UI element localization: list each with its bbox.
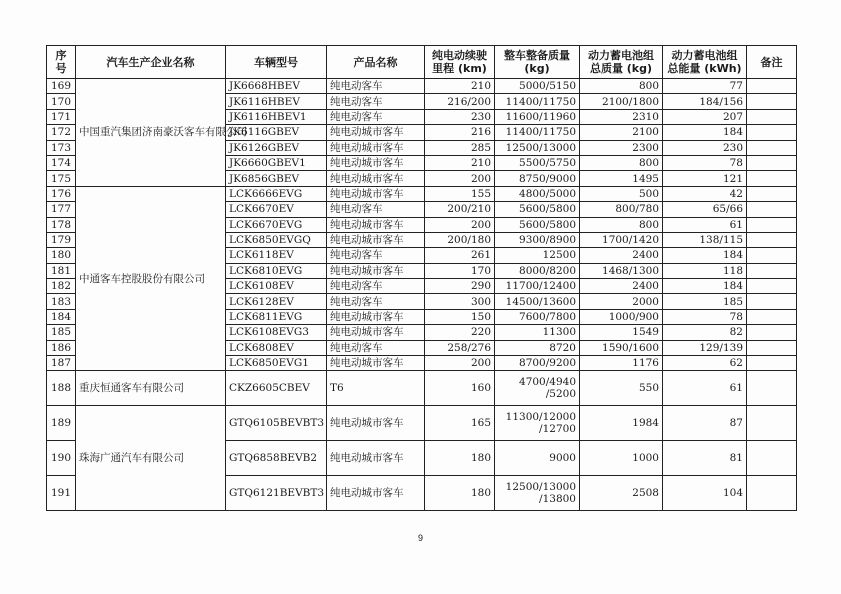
model-cell: LCK6850EVG1 — [226, 356, 327, 371]
seq-cell: 172 — [47, 125, 76, 140]
range-cell: 216/200 — [425, 94, 495, 109]
mass-cell: 8700/9200 — [495, 356, 580, 371]
mass-cell — [495, 441, 580, 476]
model-cell: GTQ6121BEVBT3 — [226, 476, 327, 511]
energy-cell: 129/139 — [663, 340, 747, 355]
energy-cell: 184 — [663, 125, 747, 140]
note-cell — [747, 309, 797, 324]
model-cell: LCK6850EVGQ — [226, 232, 327, 247]
product-cell: 纯电动客车 — [327, 94, 425, 109]
energy-cell: 207 — [663, 109, 747, 124]
model-cell: GTQ6858BEVB2 — [226, 441, 327, 476]
model-cell: LCK6118EV — [226, 248, 327, 263]
note-cell — [747, 371, 797, 406]
header-range: 纯电动续驶 里程 (km) — [425, 46, 495, 79]
mass-cell: 12500 — [495, 248, 580, 263]
product-cell: 纯电动客车 — [327, 109, 425, 124]
seq-cell: 171 — [47, 109, 76, 124]
note-cell — [747, 217, 797, 232]
seq-cell: 186 — [47, 340, 76, 355]
seq-cell: 185 — [47, 325, 76, 340]
energy-cell: 62 — [663, 356, 747, 371]
battery-mass-cell: 800 — [580, 217, 663, 232]
battery-mass-cell: 2100/1800 — [580, 94, 663, 109]
seq-cell: 183 — [47, 294, 76, 309]
seq-cell: 176 — [47, 186, 76, 201]
model-cell: LCK6811EVG — [226, 309, 327, 324]
seq-cell: 190 — [47, 441, 76, 476]
note-cell — [747, 325, 797, 340]
model-cell: LCK6108EV — [226, 279, 327, 294]
range-cell: 300 — [425, 294, 495, 309]
note-cell — [747, 356, 797, 371]
range-cell: 165 — [425, 406, 495, 441]
range-cell: 230 — [425, 109, 495, 124]
battery-mass-cell: 500 — [580, 186, 663, 201]
battery-mass-cell: 2310 — [580, 109, 663, 124]
header-company: 汽车生产企业名称 — [76, 46, 226, 79]
mass-line: 4700/4940 — [519, 376, 576, 389]
product-cell: 纯电动城市客车 — [327, 140, 425, 155]
range-cell: 200 — [425, 356, 495, 371]
energy-cell: 61 — [663, 217, 747, 232]
note-cell — [747, 79, 797, 94]
model-cell: LCK6108EVG3 — [226, 325, 327, 340]
model-cell: JK6116HBEV1 — [226, 109, 327, 124]
range-cell: 200/210 — [425, 202, 495, 217]
range-cell: 170 — [425, 263, 495, 278]
company-cell: 重庆恒通客车有限公司 — [76, 371, 226, 406]
energy-cell: 230 — [663, 140, 747, 155]
model-cell: LCK6666EVG — [226, 186, 327, 201]
model-cell: JK6116HBEV — [226, 94, 327, 109]
note-cell — [747, 125, 797, 140]
mass-cell — [495, 406, 580, 441]
energy-cell: 184/156 — [663, 94, 747, 109]
note-cell — [747, 248, 797, 263]
mass-cell: 8720 — [495, 340, 580, 355]
battery-mass-cell: 1984 — [580, 406, 663, 441]
model-cell: JK6116GBEV — [226, 125, 327, 140]
product-cell: 纯电动城市客车 — [327, 263, 425, 278]
energy-cell: 82 — [663, 325, 747, 340]
note-cell — [747, 171, 797, 186]
seq-cell: 182 — [47, 279, 76, 294]
note-cell — [747, 476, 797, 511]
range-cell: 160 — [425, 371, 495, 406]
mass-cell: 11600/11960 — [495, 109, 580, 124]
mass-cell: 11400/11750 — [495, 94, 580, 109]
product-cell: 纯电动客车 — [327, 79, 425, 94]
energy-cell: 184 — [663, 248, 747, 263]
product-cell: 纯电动城市客车 — [327, 356, 425, 371]
product-cell: 纯电动城市客车 — [327, 186, 425, 201]
table-body — [47, 79, 797, 511]
battery-mass-cell: 2400 — [580, 279, 663, 294]
mass-cell: 9300/8900 — [495, 232, 580, 247]
header-note: 备注 — [747, 46, 797, 79]
header-seq: 序 号 — [47, 46, 76, 79]
energy-cell: 42 — [663, 186, 747, 201]
product-cell: 纯电动城市客车 — [327, 325, 425, 340]
energy-cell: 78 — [663, 309, 747, 324]
battery-mass-cell: 1000 — [580, 441, 663, 476]
mass-cell: 8000/8200 — [495, 263, 580, 278]
battery-mass-cell: 800/780 — [580, 202, 663, 217]
mass-cell: 12500/13000 — [495, 140, 580, 155]
seq-cell: 181 — [47, 263, 76, 278]
model-cell: LCK6128EV — [226, 294, 327, 309]
product-cell: 纯电动城市客车 — [327, 171, 425, 186]
seq-cell: 180 — [47, 248, 76, 263]
seq-cell: 179 — [47, 232, 76, 247]
model-cell: JK6660GBEV1 — [226, 155, 327, 170]
mass-line: /12700 — [539, 423, 576, 436]
range-cell: 155 — [425, 186, 495, 201]
seq-cell: 184 — [47, 309, 76, 324]
product-cell: 纯电动城市客车 — [327, 232, 425, 247]
header-product: 产品名称 — [327, 46, 425, 79]
battery-mass-cell: 800 — [580, 155, 663, 170]
battery-mass-cell: 1549 — [580, 325, 663, 340]
mass-cell: 5000/5150 — [495, 79, 580, 94]
note-cell — [747, 140, 797, 155]
mass-cell — [495, 476, 580, 511]
note-cell — [747, 155, 797, 170]
range-cell: 258/276 — [425, 340, 495, 355]
company-cell: 中国重汽集团济南豪沃客车有限公司 — [76, 79, 226, 187]
company-cell: 珠海广通汽车有限公司 — [76, 406, 226, 511]
model-cell: CKZ6605CBEV — [226, 371, 327, 406]
mass-cell — [495, 371, 580, 406]
header-mass: 整车整备质量 (kg) — [495, 46, 580, 79]
energy-cell: 185 — [663, 294, 747, 309]
note-cell — [747, 263, 797, 278]
battery-mass-cell: 2508 — [580, 476, 663, 511]
battery-mass-cell: 1468/1300 — [580, 263, 663, 278]
battery-mass-cell: 2300 — [580, 140, 663, 155]
range-cell: 220 — [425, 325, 495, 340]
mass-cell: 8750/9000 — [495, 171, 580, 186]
product-cell: 纯电动客车 — [327, 279, 425, 294]
mass-cell: 5600/5800 — [495, 202, 580, 217]
product-cell: 纯电动客车 — [327, 340, 425, 355]
mass-cell: 14500/13600 — [495, 294, 580, 309]
mass-line: 12500/13000 — [505, 481, 576, 494]
mass-cell: 11300 — [495, 325, 580, 340]
mass-cell: 11400/11750 — [495, 125, 580, 140]
company-cell: 中通客车控股股份有限公司 — [76, 186, 226, 371]
energy-cell: 81 — [663, 441, 747, 476]
mass-line: /5200 — [545, 388, 576, 401]
header-model: 车辆型号 — [226, 46, 327, 79]
note-cell — [747, 279, 797, 294]
battery-mass-cell: 2000 — [580, 294, 663, 309]
mass-line: 11300/12000 — [505, 411, 576, 424]
seq-cell: 173 — [47, 140, 76, 155]
model-cell: LCK6670EVG — [226, 217, 327, 232]
note-cell — [747, 186, 797, 201]
table-row — [47, 79, 797, 94]
battery-mass-cell: 800 — [580, 79, 663, 94]
range-cell: 180 — [425, 441, 495, 476]
page-number: 9 — [417, 533, 423, 543]
energy-cell: 138/115 — [663, 232, 747, 247]
range-cell: 285 — [425, 140, 495, 155]
note-cell — [747, 94, 797, 109]
energy-cell: 77 — [663, 79, 747, 94]
header-battery-energy: 动力蓄电池组 总能量 (kWh) — [663, 46, 747, 79]
energy-cell: 65/66 — [663, 202, 747, 217]
energy-cell: 121 — [663, 171, 747, 186]
model-cell: LCK6810EVG — [226, 263, 327, 278]
range-cell: 210 — [425, 79, 495, 94]
mass-cell: 11700/12400 — [495, 279, 580, 294]
note-cell — [747, 109, 797, 124]
mass-cell: 7600/7800 — [495, 309, 580, 324]
battery-mass-cell: 550 — [580, 371, 663, 406]
seq-cell: 189 — [47, 406, 76, 441]
table-row — [47, 186, 797, 201]
seq-cell: 174 — [47, 155, 76, 170]
range-cell: 290 — [425, 279, 495, 294]
range-cell: 200 — [425, 217, 495, 232]
seq-cell: 170 — [47, 94, 76, 109]
mass-cell: 5500/5750 — [495, 155, 580, 170]
product-cell: 纯电动城市客车 — [327, 309, 425, 324]
product-cell: 纯电动客车 — [327, 294, 425, 309]
product-cell: T6 — [327, 371, 425, 406]
battery-mass-cell: 2400 — [580, 248, 663, 263]
product-cell: 纯电动客车 — [327, 248, 425, 263]
range-cell: 150 — [425, 309, 495, 324]
mass-cell: 5600/5800 — [495, 217, 580, 232]
range-cell: 210 — [425, 155, 495, 170]
battery-mass-cell: 1495 — [580, 171, 663, 186]
model-cell: LCK6670EV — [226, 202, 327, 217]
seq-cell: 177 — [47, 202, 76, 217]
note-cell — [747, 232, 797, 247]
product-cell: 纯电动客车 — [327, 202, 425, 217]
note-cell — [747, 406, 797, 441]
model-cell: JK6668HBEV — [226, 79, 327, 94]
battery-mass-cell: 1176 — [580, 356, 663, 371]
seq-cell: 187 — [47, 356, 76, 371]
note-cell — [747, 202, 797, 217]
table-row — [47, 406, 797, 441]
energy-cell: 184 — [663, 279, 747, 294]
seq-cell: 191 — [47, 476, 76, 511]
energy-cell: 104 — [663, 476, 747, 511]
seq-cell: 169 — [47, 79, 76, 94]
header-battery-mass: 动力蓄电池组 总质量 (kg) — [580, 46, 663, 79]
seq-cell: 175 — [47, 171, 76, 186]
range-cell: 261 — [425, 248, 495, 263]
mass-cell: 4800/5000 — [495, 186, 580, 201]
model-cell: GTQ6105BEVBT3 — [226, 406, 327, 441]
energy-cell: 87 — [663, 406, 747, 441]
model-cell: LCK6808EV — [226, 340, 327, 355]
range-cell: 200/180 — [425, 232, 495, 247]
mass-line: /13800 — [539, 493, 576, 506]
product-cell: 纯电动城市客车 — [327, 155, 425, 170]
product-cell: 纯电动城市客车 — [327, 476, 425, 511]
battery-mass-cell: 1590/1600 — [580, 340, 663, 355]
note-cell — [747, 441, 797, 476]
battery-mass-cell: 2100 — [580, 125, 663, 140]
battery-mass-cell: 1700/1420 — [580, 232, 663, 247]
mass-line: 9000 — [549, 452, 576, 465]
energy-cell: 118 — [663, 263, 747, 278]
note-cell — [747, 340, 797, 355]
table-row — [47, 371, 797, 406]
model-cell: JK6126GBEV — [226, 140, 327, 155]
energy-cell: 78 — [663, 155, 747, 170]
product-cell: 纯电动城市客车 — [327, 406, 425, 441]
seq-cell: 178 — [47, 217, 76, 232]
model-cell: JK6856GBEV — [226, 171, 327, 186]
energy-cell: 61 — [663, 371, 747, 406]
range-cell: 200 — [425, 171, 495, 186]
battery-mass-cell: 1000/900 — [580, 309, 663, 324]
note-cell — [747, 294, 797, 309]
product-cell: 纯电动城市客车 — [327, 125, 425, 140]
seq-cell: 188 — [47, 371, 76, 406]
product-cell: 纯电动城市客车 — [327, 441, 425, 476]
range-cell: 216 — [425, 125, 495, 140]
header-row — [47, 46, 797, 79]
vehicle-catalog-table — [46, 45, 797, 511]
range-cell: 180 — [425, 476, 495, 511]
product-cell: 纯电动城市客车 — [327, 217, 425, 232]
